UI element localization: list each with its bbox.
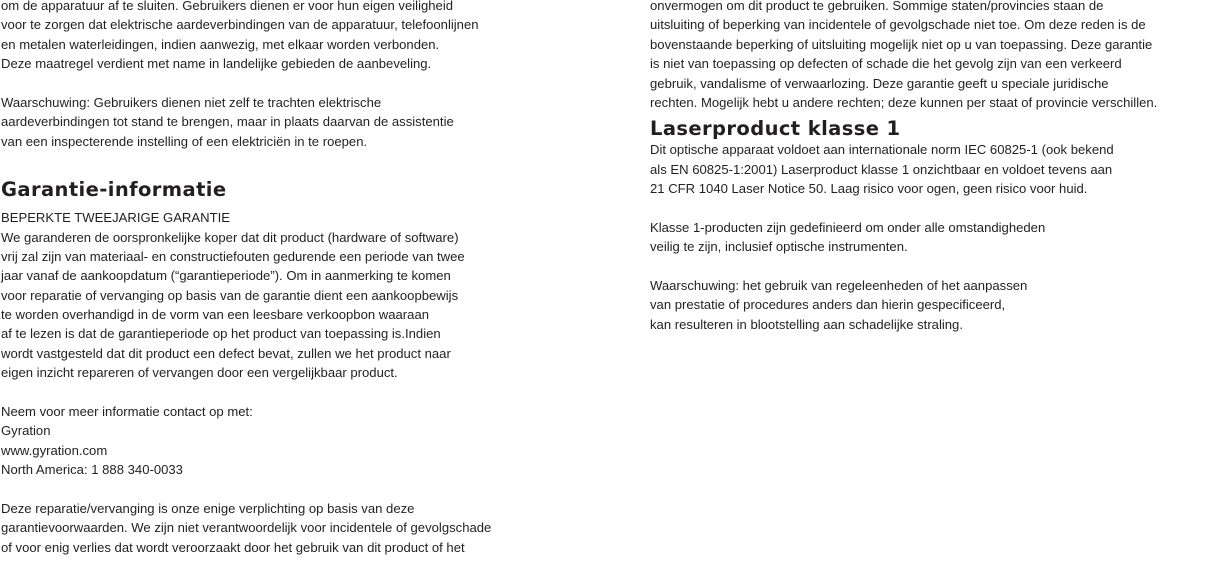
right-column (650, 0, 1223, 334)
liability-continued-paragraph (650, 0, 1223, 112)
text-line: Waarschuwing: Gebruikers dienen niet zelf te trachten elektrische (1, 94, 382, 110)
paragraph-spacer (650, 257, 1223, 276)
text-line: te worden overhandigd in de vorm van een leesbare verkoopbon waaraan (1, 307, 430, 323)
text-line: Neem voor meer informatie contact op met: (1, 404, 253, 420)
text-line: We garanderen de oorspronkelijke koper dat dit product (hardware of software) (1, 229, 459, 245)
text-line: is niet van toepassing op defecten of schade die het gevolg zijn van een verkeerd (650, 56, 1122, 72)
text-line: Dit optische apparaat voldoet aan internationale norm IEC 60825-1 (ook bekend (650, 142, 1114, 158)
text-line: 21 CFR 1040 Laser Notice 50. Laag risico voor ogen, geen risico voor huid. (650, 181, 1088, 197)
paragraph-spacer (1, 480, 601, 499)
text-line: Deze maatregel verdient met name in landelijke gebieden de aanbeveling. (1, 56, 432, 72)
paragraph-spacer (1, 383, 601, 402)
text-line: aardeverbindingen tot stand te brengen, maar in plaats daarvan de assistentie (1, 114, 454, 130)
laser-warning-paragraph (650, 276, 1223, 334)
text-line: van prestatie of procedures anders dan hierin gespecificeerd, (650, 297, 1006, 313)
contact-paragraph (1, 402, 601, 480)
text-line: vrij zal zijn van materiaal- en constructiefouten gedurende een periode van twee (1, 248, 465, 264)
text-line: bovenstaande beperking of uitsluiting mogelijk niet op u van toepassing. Deze garantie (650, 36, 1153, 52)
text-line: af te lezen is dat de garantieperiode op het product van toepassing is.Indien (1, 326, 441, 342)
company-name: Gyration (1, 423, 51, 439)
paragraph-spacer (650, 199, 1223, 218)
text-line: en metalen waterleidingen, indien aanwezig, met elkaar worden verbonden. (1, 36, 440, 52)
phone-number: North America: 1 888 340-0033 (1, 462, 183, 478)
warranty-paragraph (1, 208, 601, 383)
text-line: wordt vastgesteld dat dit product een defect bevat, zullen we het product naar (1, 345, 451, 361)
warranty-heading: Garantie-informatie (1, 178, 227, 202)
paragraph-spacer (1, 74, 601, 93)
class-definition-paragraph (650, 218, 1223, 257)
text-line: uitsluiting of beperking van incidentele of gevolgschade niet toe. Om deze reden is de (650, 17, 1146, 33)
text-line: kan resulteren in blootstelling aan schadelijke straling. (650, 316, 963, 332)
text-line: Klasse 1-producten zijn gedefinieerd om onder alle omstandigheden (650, 219, 1046, 235)
text-line: als EN 60825-1:2001) Laserproduct klasse 1 onzichtbaar en voldoet tevens aan (650, 161, 1113, 177)
liability-paragraph (1, 499, 601, 557)
laser-heading: Laserproduct klasse 1 (650, 117, 901, 141)
grounding-warning-paragraph (1, 93, 601, 151)
text-line: Waarschuwing: het gebruik van regeleenheden of het aanpassen (650, 278, 1028, 294)
left-column (1, 0, 601, 557)
text-line: voor te zorgen dat elektrische aardeverbindingen van de apparatuur, telefoonlijnen (1, 17, 479, 33)
text-line: garantievoorwaarden. We zijn niet verantwoordelijk voor incidentele of gevolgschade (1, 520, 492, 536)
text-line: BEPERKTE TWEEJARIGE GARANTIE (1, 210, 230, 226)
text-line: voor reparatie of vervanging op basis van de garantie dient een aankoopbewijs (1, 287, 459, 303)
text-line: jaar vanaf de aankoopdatum (“garantieperiode”). Om in aanmerking te komen (1, 268, 451, 284)
grounding-paragraph (1, 0, 601, 74)
text-line: Deze reparatie/vervanging is onze enige verplichting op basis van deze (1, 500, 415, 516)
text-line: veilig te zijn, inclusief optische instrumenten. (650, 239, 908, 255)
text-line: of voor enig verlies dat wordt veroorzaakt door het gebruik van dit product of het (1, 539, 465, 555)
text-line: gebruik, vandalisme of verwaarlozing. Deze garantie geeft u speciale juridische (650, 75, 1109, 91)
website-url: www.gyration.com (1, 442, 108, 458)
laser-paragraph (650, 140, 1223, 198)
text-line: rechten. Mogelijk hebt u andere rechten; deze kunnen per staat of provincie verschillen. (650, 94, 1158, 110)
text-line: van een inspecterende instelling of een elektriciën in te roepen. (1, 133, 368, 149)
text-line: om de apparatuur af te sluiten. Gebruikers dienen er voor hun eigen veiligheid (1, 0, 454, 13)
text-line: onvermogen om dit product te gebruiken. Sommige staten/provincies staan de (650, 0, 1104, 13)
text-line: eigen inzicht repareren of vervangen door een vergelijkbaar product. (1, 365, 398, 381)
